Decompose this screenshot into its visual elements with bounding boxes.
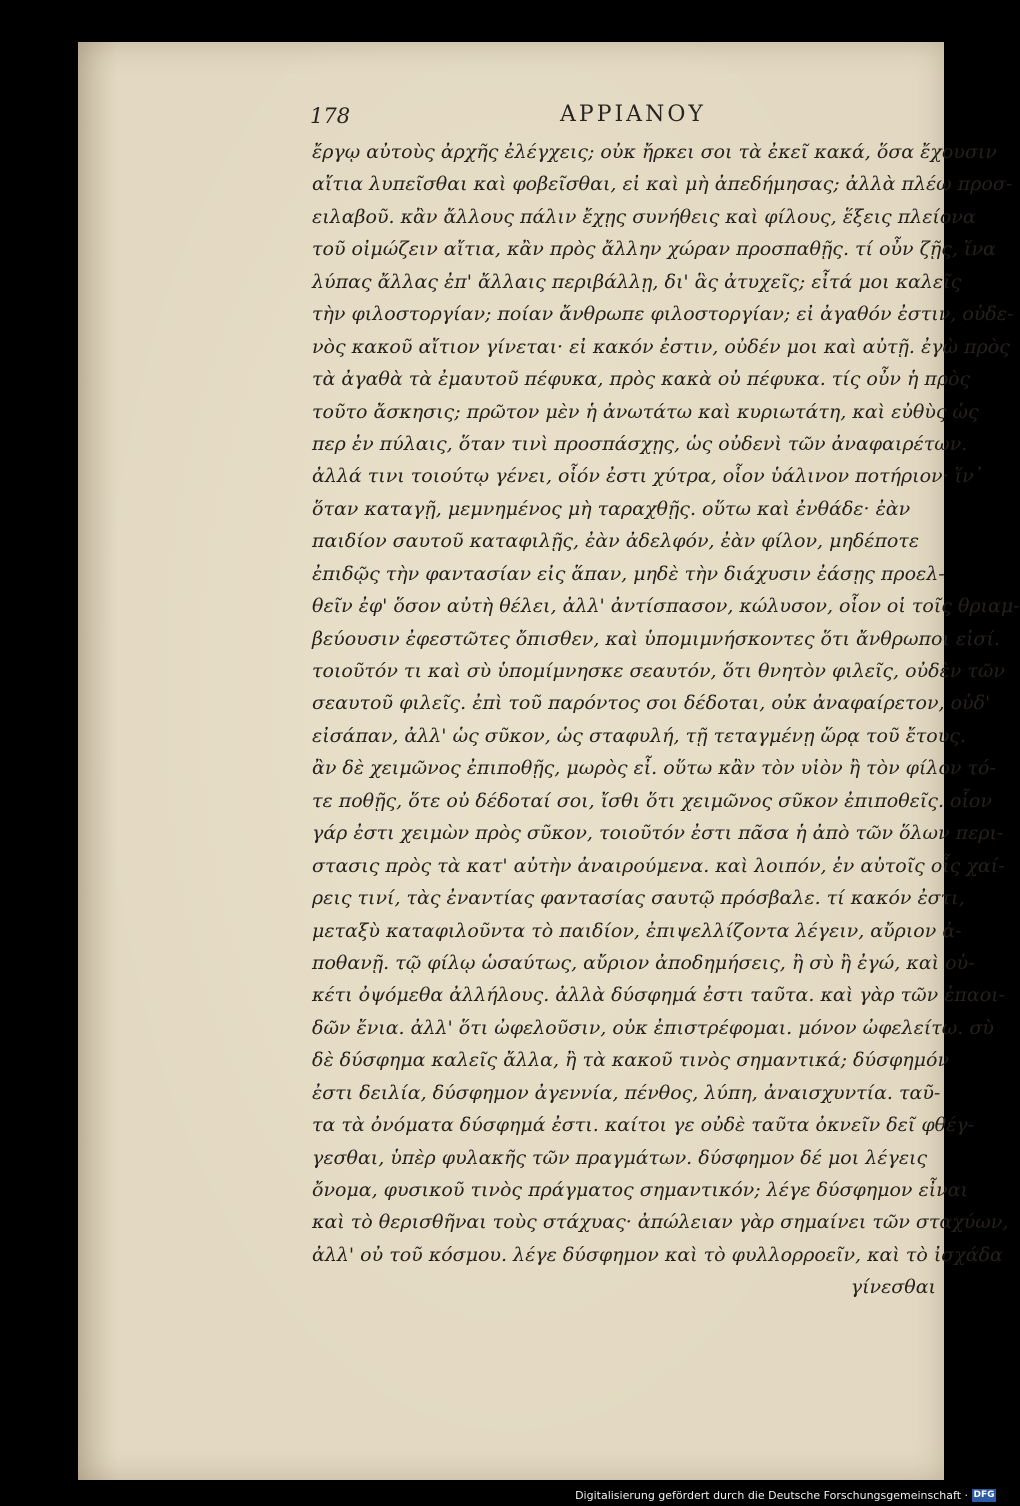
text-line: παιδίον σαυτοῦ καταφιλῇς, ἐὰν ἀδελφόν, ἐὰν φίλον, μηδέποτε — [312, 530, 920, 553]
text-line: ἀλλά τινι τοιούτῳ γένει, οἷόν ἐστι χύτρα, οἷον ὑάλινον ποτήριον· ἵν᾿ — [312, 465, 984, 488]
page-header — [310, 104, 930, 134]
greek-text-block — [312, 136, 1020, 1304]
text-line: ἔργῳ αὐτοὺς ἀρχῆς ἐλέγχεις; οὐκ ἤρκει σοι τὰ ἐκεῖ κακά, ὅσα ἔχουσιν — [312, 141, 997, 163]
text-line: περ ἐν πύλαις, ὅταν τινὶ προσπάσχῃς, ὡς οὐδενὶ τῶν ἀναφαιρέτων. — [312, 432, 968, 455]
text-line: τὴν φιλοστοργίαν; ποίαν ἄνθρωπε φιλοστοργίαν; εἰ ἀγαθόν ἐστιν, οὐδε- — [312, 303, 1014, 326]
text-line: σεαυτοῦ φιλεῖς. ἐπὶ τοῦ παρόντος σοι δέδοται, οὐκ ἀναφαίρετον, οὐδ' — [312, 692, 991, 715]
text-line: ἐπιδῷς τὴν φαντασίαν εἰς ἅπαν, μηδὲ τὴν διάχυσιν ἐάσῃς προελ- — [312, 562, 945, 585]
text-line: τα τὰ ὀνόματα δύσφημά ἐστι. καίτοι γε οὐδὲ ταῦτα ὀκνεῖν δεῖ φθέγ- — [312, 1114, 975, 1137]
text-line: καὶ τὸ θερισθῆναι τοὺς στάχυας· ἀπώλειαν γὰρ σημαίνει τῶν σταχύων, — [312, 1211, 1009, 1234]
text-line: τοῦτο ἄσκησις; πρῶτον μὲν ἡ ἀνωτάτω καὶ κυριωτάτη, καὶ εὐθὺς ὡς — [312, 400, 979, 423]
text-line: τε ποθῇς, ὅτε οὐ δέδοταί σοι, ἴσθι ὅτι χειμῶνος σῦκον ἐπιποθεῖς. οἷον — [312, 789, 992, 812]
text-line: εἰσάπαν, ἀλλ' ὡς σῦκον, ὡς σταφυλή, τῇ τεταγμένῃ ὥρᾳ τοῦ ἔτους. — [312, 724, 966, 747]
text-line: γάρ ἐστι χειμὼν πρὸς σῦκον, τοιοῦτόν ἐστι πᾶσα ἡ ἀπὸ τῶν ὅλων περι- — [312, 822, 1004, 845]
dfg-logo: DFG — [973, 1490, 995, 1500]
text-line: γεσθαι, ὑπὲρ φυλακῆς τῶν πραγμάτων. δύσφημον δέ μοι λέγεις — [312, 1146, 928, 1169]
funding-note: Digitalisierung gefördert durch die Deutsche Forschungsgemeinschaft · — [575, 1489, 968, 1502]
text-line: βεύουσιν ἐφεστῶτες ὄπισθεν, καὶ ὑπομιμνήσκοντες ὅτι ἄνθρωποι εἰσί. — [312, 627, 1000, 650]
text-line: κέτι ὀψόμεθα ἀλλήλους. ἀλλὰ δύσφημά ἐστι ταῦτα. καὶ γὰρ τῶν ἐπαοι- — [312, 984, 1006, 1007]
text-line: ειλαβοῦ. κἂν ἄλλους πάλιν ἔχῃς συνήθεις καὶ φίλους, ἕξεις πλείονα — [312, 205, 976, 228]
page-number: 178 — [310, 104, 351, 128]
text-line: ρεις τινί, τὰς ἐναντίας φαντασίας σαυτῷ πρόσβαλε. τί κακόν ἐστι, — [312, 887, 965, 910]
text-line: ποθανῇ. τῷ φίλῳ ὡσαύτως, αὔριον ἀποδημήσεις, ἢ σὺ ἢ ἐγώ, καὶ οὐ- — [312, 951, 975, 974]
text-line: ἀλλ' οὐ τοῦ κόσμου. λέγε δύσφημον καὶ τὸ φυλλορροεῖν, καὶ τὸ ἰσχάδα — [312, 1243, 1003, 1266]
text-line: τοιοῦτόν τι καὶ σὺ ὑπομίμνησκε σεαυτόν, ὅτι θνητὸν φιλεῖς, οὐδὲν τῶν — [312, 660, 1005, 682]
text-line: στασις πρὸς τὰ κατ' αὐτὴν ἀναιρούμενα. καὶ λοιπόν, ἐν αὐτοῖς οἷς χαί- — [312, 854, 1005, 877]
text-line: ἐστι δειλία, δύσφημον ἀγεννία, πένθος, λύπη, ἀναισχυντία. ταῦ- — [312, 1081, 941, 1104]
text-line: ἂν δὲ χειμῶνος ἐπιποθῇς, μωρὸς εἶ. οὕτω κἂν τὸν υἱὸν ἢ τὸν φίλον τό- — [312, 757, 996, 780]
text-line: θεῖν ἐφ' ὅσον αὐτὴ θέλει, ἀλλ' ἀντίσπασον, κώλυσον, οἷον οἱ τοῖς θριαμ- — [312, 595, 1020, 618]
text-line: δῶν ἔνια. ἀλλ' ὅτι ὠφελοῦσιν, οὐκ ἐπιστρέφομαι. μόνον ὠφελείτω. σὺ — [312, 1016, 994, 1039]
text-line: νὸς κακοῦ αἴτιον γίνεται· εἰ κακόν ἐστιν, οὐδέν μοι καὶ αὐτῇ. ἐγὼ πρὸς — [312, 335, 1010, 358]
text-line: τὰ ἀγαθὰ τὰ ἐμαυτοῦ πέφυκα, πρὸς κακὰ οὐ πέφυκα. τίς οὖν ἡ πρὸς — [312, 368, 971, 391]
text-line: δὲ δύσφημα καλεῖς ἄλλα, ἢ τὰ κακοῦ τινὸς σημαντικά; δύσφημόν — [312, 1049, 949, 1072]
text-line: λύπας ἄλλας ἐπ' ἄλλαις περιβάλλῃ, δι' ἃς ἀτυχεῖς; εἶτά μοι καλεῖς — [312, 270, 962, 293]
running-head: ΑΡΡΙΑΝΟΥ — [560, 102, 706, 127]
text-line: ὄνομα, φυσικοῦ τινὸς πράγματος σημαντικόν; λέγε δύσφημον εἶναι — [312, 1179, 968, 1201]
text-line: τοῦ οἰμώζειν αἴτια, κἂν πρὸς ἄλλην χώραν προσπαθῇς. τί οὖν ζῇς, ἵνα — [312, 238, 996, 261]
text-line: γίνεσθαι — [850, 1276, 936, 1299]
text-line: μεταξὺ καταφιλοῦντα τὸ παιδίον, ἐπιψελλίζοντα λέγειν, αὔριον ἀ- — [312, 919, 962, 942]
text-line: αἴτια λυπεῖσθαι καὶ φοβεῖσθαι, εἰ καὶ μὴ ἀπεδήμησας; ἀλλὰ πλέω προσ- — [312, 173, 1013, 196]
text-line: ὅταν καταγῇ, μεμνημένος μὴ ταραχθῇς. οὕτω καὶ ἐνθάδε· ἐὰν — [312, 497, 911, 520]
